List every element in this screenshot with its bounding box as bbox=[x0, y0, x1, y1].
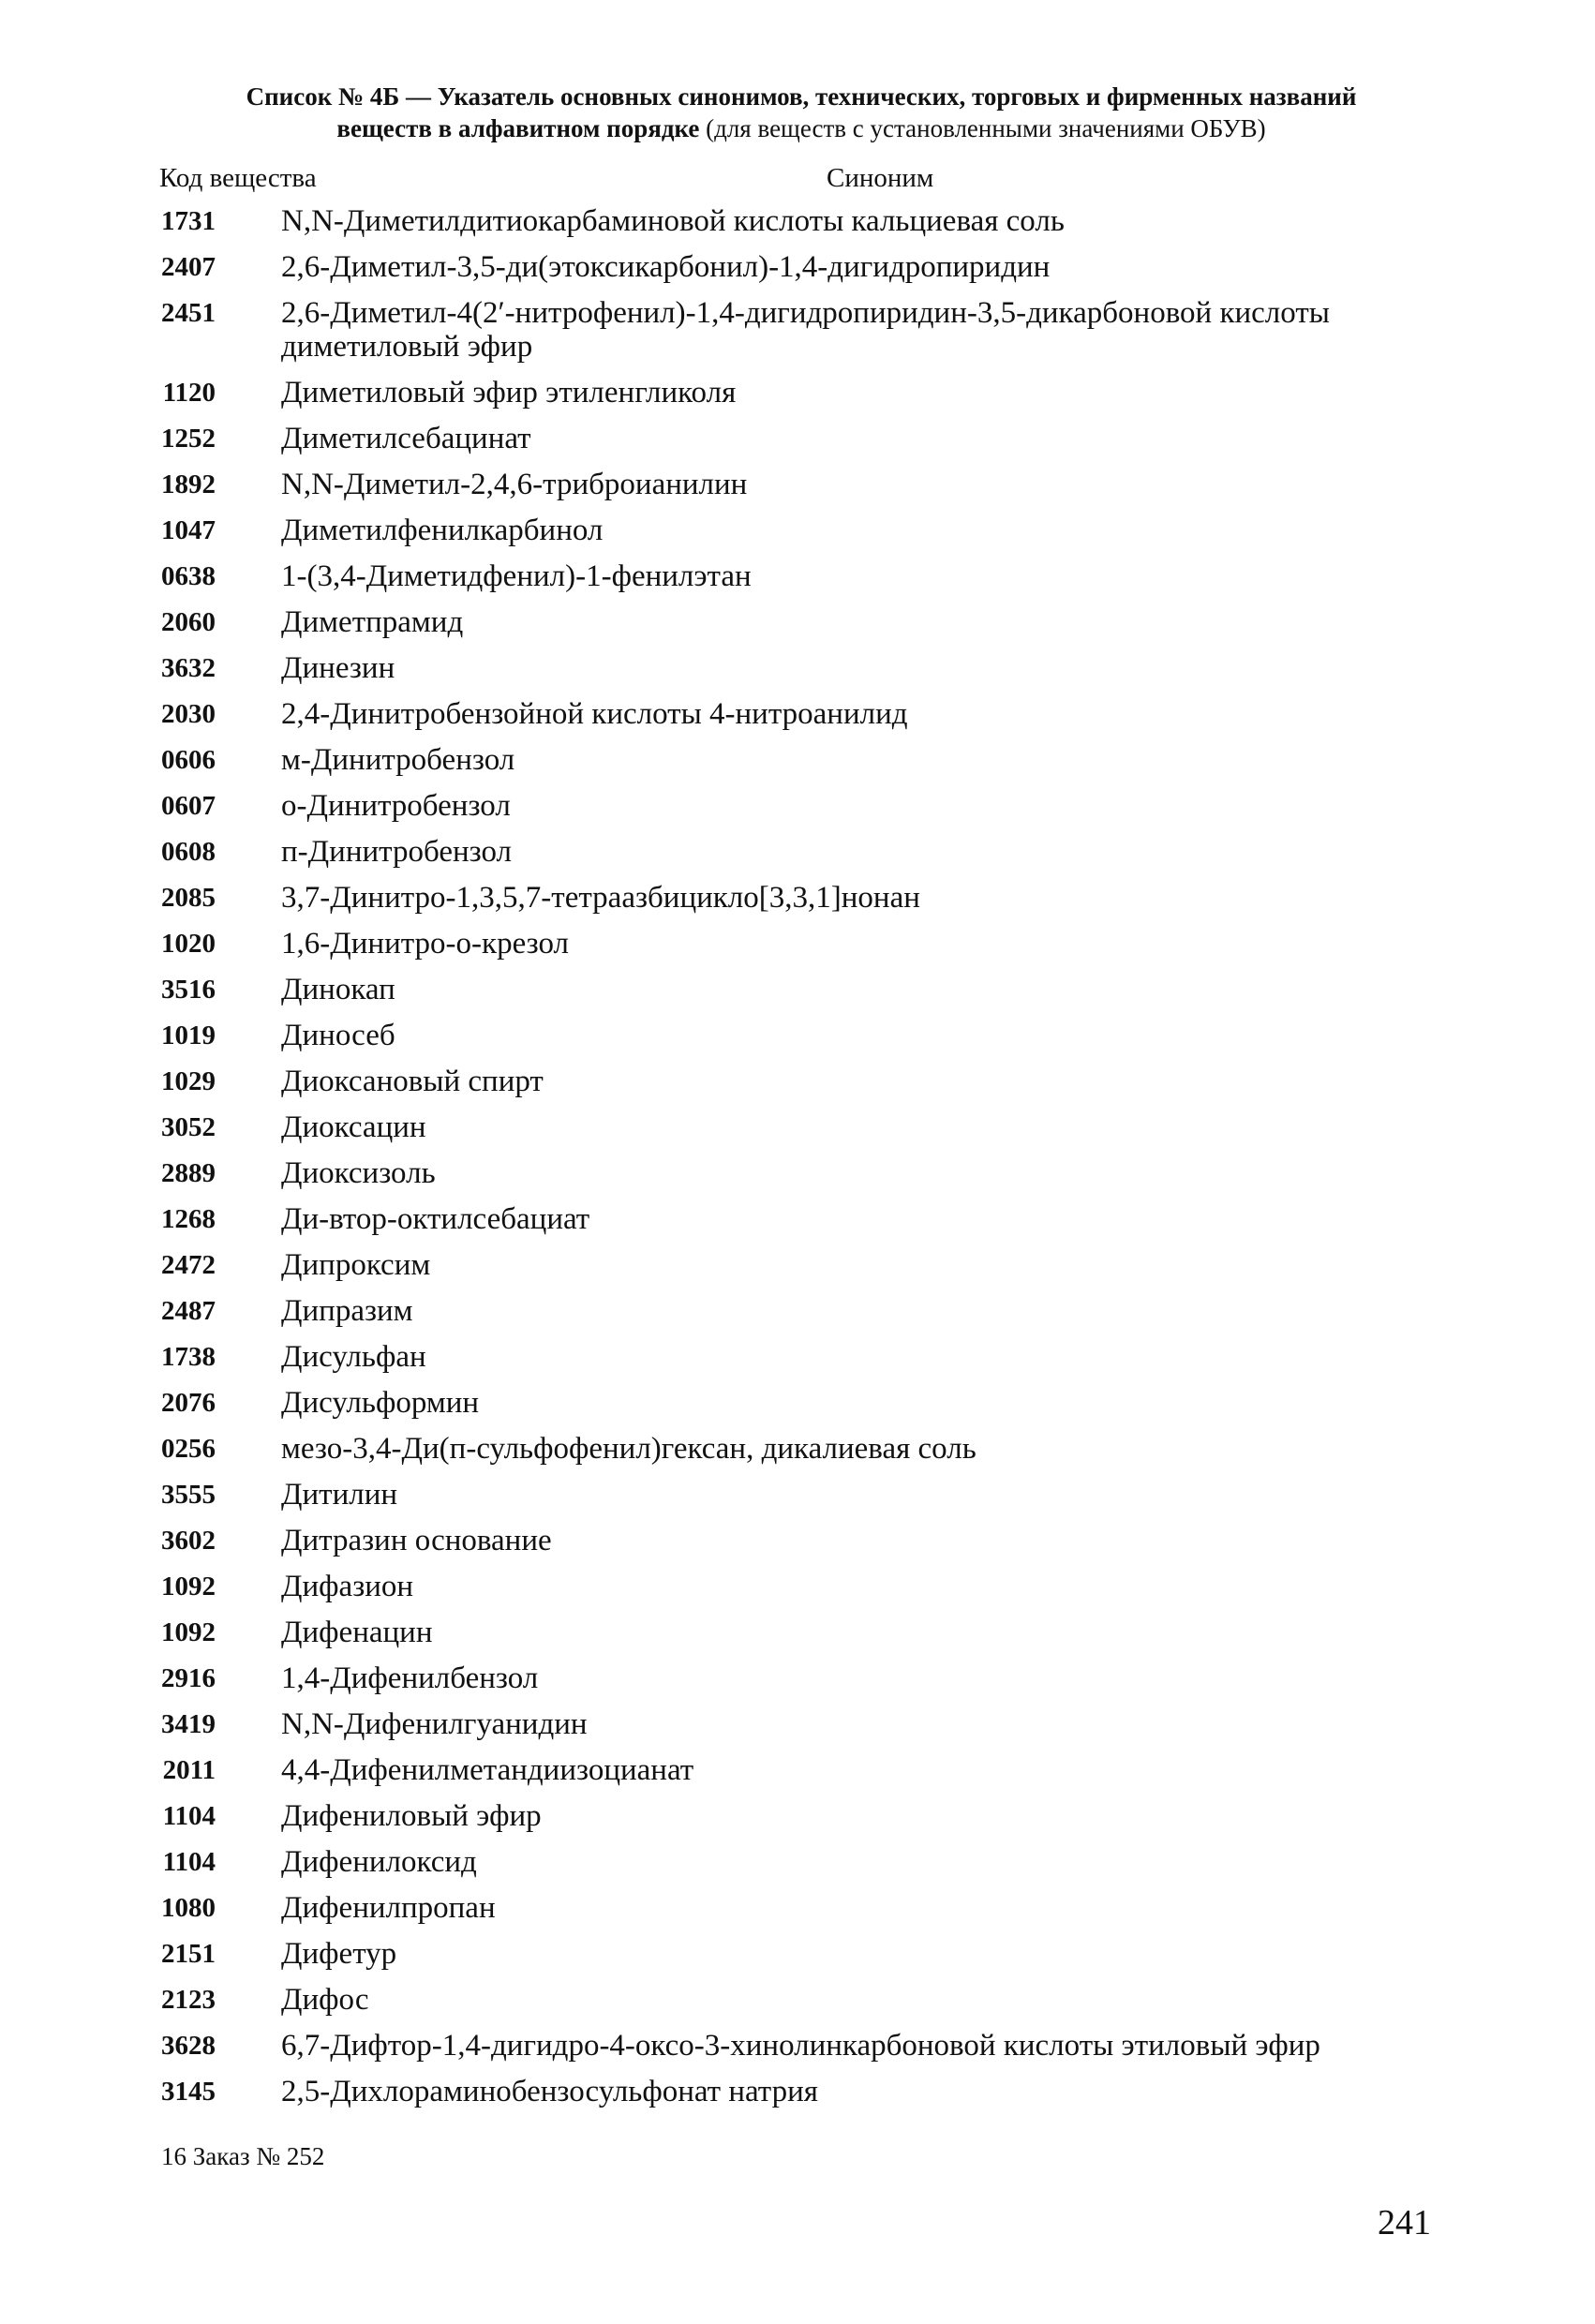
table-row bbox=[0, 1799, 1595, 1833]
synonym-text: Дифетур bbox=[281, 1937, 397, 1971]
substance-code: 2451 bbox=[161, 298, 216, 328]
synonym-text: Дисульформин bbox=[281, 1386, 480, 1420]
substance-code: 1092 bbox=[161, 1572, 216, 1601]
table-row bbox=[0, 881, 1595, 915]
substance-code: 1047 bbox=[161, 515, 216, 545]
substance-code: 3632 bbox=[161, 653, 216, 683]
table-row bbox=[0, 1845, 1595, 1879]
table-row bbox=[0, 789, 1595, 823]
header-title-line2-rest: (для веществ с установленными значениями ОБУВ) bbox=[706, 114, 1266, 142]
table-row bbox=[0, 250, 1595, 284]
column-header-synonym: Синоним bbox=[827, 163, 934, 193]
substance-code: 2076 bbox=[161, 1388, 216, 1418]
table-row bbox=[0, 1661, 1595, 1695]
substance-code: 3516 bbox=[161, 975, 216, 1005]
table-row bbox=[0, 835, 1595, 869]
table-row bbox=[0, 1983, 1595, 2017]
synonym-text: N,N-Дифенилгуанидин bbox=[281, 1707, 588, 1741]
synonym-text: Дифос bbox=[281, 1983, 369, 2017]
synonym-text: Диметпрамид bbox=[281, 605, 464, 639]
synonym-text: Дифенилпропан bbox=[281, 1891, 496, 1925]
substance-code: 1252 bbox=[161, 424, 216, 454]
substance-code: 2487 bbox=[161, 1296, 216, 1326]
substance-code: 1892 bbox=[161, 469, 216, 499]
substance-code: 1731 bbox=[161, 206, 216, 236]
synonym-text: мезо-3,4-Ди(п-сульфофенил)гексан, дикалиевая соль bbox=[281, 1432, 976, 1466]
substance-code: 1268 bbox=[161, 1204, 216, 1234]
substance-code: 0607 bbox=[161, 791, 216, 821]
substance-code: 3555 bbox=[161, 1480, 216, 1510]
table-row bbox=[0, 973, 1595, 1006]
substance-code: 2123 bbox=[161, 1985, 216, 2015]
table-row bbox=[0, 376, 1595, 410]
synonym-text: 2,6-Диметил-4(2′-нитрофенил)-1,4-дигидропиридин-3,5-дикарбоновой кислоты диметиловый эфир bbox=[281, 296, 1330, 364]
synonym-text: Диоксацин bbox=[281, 1110, 426, 1144]
substance-code: 1029 bbox=[161, 1066, 216, 1096]
synonym-text: 3,7-Динитро-1,3,5,7-тетраазбицикло[3,3,1]нонан bbox=[281, 881, 920, 915]
table-row bbox=[0, 651, 1595, 685]
substance-code: 2060 bbox=[161, 607, 216, 637]
table-row bbox=[0, 1340, 1595, 1374]
substance-code: 0608 bbox=[161, 837, 216, 867]
synonym-text: 1-(3,4-Диметидфенил)-1-фенилэтан bbox=[281, 559, 752, 593]
substance-code: 2916 bbox=[161, 1663, 216, 1693]
substance-code: 1020 bbox=[161, 929, 216, 959]
synonym-text: Дифазион bbox=[281, 1570, 414, 1603]
table-row bbox=[0, 1524, 1595, 1557]
substance-code: 2011 bbox=[162, 1755, 216, 1785]
table-row bbox=[0, 1570, 1595, 1603]
synonym-text: Дифениловый эфир bbox=[281, 1799, 542, 1833]
table-row bbox=[0, 1707, 1595, 1741]
header-title-line2-bold: веществ в алфавитном порядке bbox=[336, 114, 700, 142]
synonym-text: Дипроксим bbox=[281, 1248, 431, 1282]
header-title-line1: Список № 4Б — Указатель основных синонимов, технических, торговых и фирменных названий bbox=[246, 82, 1357, 111]
synonym-text: о-Динитробензол bbox=[281, 789, 511, 823]
table-row bbox=[0, 1248, 1595, 1282]
table-row bbox=[0, 1019, 1595, 1052]
substance-code: 1092 bbox=[161, 1617, 216, 1647]
synonym-text: п-Динитробензол bbox=[281, 835, 513, 869]
synonym-text: 2,6-Диметил-3,5-ди(этоксикарбонил)-1,4-дигидропиридин bbox=[281, 250, 1051, 284]
substance-code: 2085 bbox=[161, 883, 216, 913]
table-row bbox=[0, 1478, 1595, 1512]
substance-code: 2472 bbox=[161, 1250, 216, 1280]
substance-code: 2151 bbox=[161, 1939, 216, 1969]
synonym-text: Диметилфенилкарбинол bbox=[281, 514, 604, 547]
table-row bbox=[0, 1937, 1595, 1971]
column-header-code: Код вещества bbox=[159, 163, 317, 193]
synonym-text: 6,7-Дифтор-1,4-дигидро-4-оксо-3-хинолинкарбоновой кислоты этиловый эфир bbox=[281, 2029, 1320, 2063]
table-row bbox=[0, 1156, 1595, 1190]
table-row bbox=[0, 743, 1595, 777]
substance-code: 3419 bbox=[161, 1709, 216, 1739]
synonym-text: Дифенацин bbox=[281, 1616, 433, 1649]
table-row bbox=[0, 1294, 1595, 1328]
substance-code: 3628 bbox=[161, 2031, 216, 2061]
synonym-text: 1,4-Дифенилбензол bbox=[281, 1661, 539, 1695]
synonym-text: 2,5-Дихлораминобензосульфонат натрия bbox=[281, 2075, 818, 2108]
table-row bbox=[0, 1753, 1595, 1787]
substance-code: 1120 bbox=[162, 378, 216, 408]
synonym-text: Диоксизоль bbox=[281, 1156, 436, 1190]
table-row bbox=[0, 1065, 1595, 1098]
synonym-text: Динезин bbox=[281, 651, 395, 685]
table-row bbox=[0, 422, 1595, 455]
table-row bbox=[0, 1110, 1595, 1144]
substance-code: 1104 bbox=[162, 1801, 216, 1831]
synonym-text: Диоксановый спирт bbox=[281, 1065, 544, 1098]
table-row bbox=[0, 514, 1595, 547]
synonym-text: Дитилин bbox=[281, 1478, 398, 1512]
table-row bbox=[0, 559, 1595, 593]
substance-code: 3145 bbox=[161, 2077, 216, 2107]
table-row bbox=[0, 468, 1595, 501]
substance-code: 1104 bbox=[162, 1847, 216, 1877]
substance-code: 0638 bbox=[161, 561, 216, 591]
table-row bbox=[0, 697, 1595, 731]
synonym-text: Диметилсебацинат bbox=[281, 422, 531, 455]
table-row bbox=[0, 2075, 1595, 2108]
table-row bbox=[0, 1202, 1595, 1236]
page-header bbox=[159, 81, 1443, 144]
table-row bbox=[0, 927, 1595, 961]
synonym-text: 4,4-Дифенилметандиизоцианат bbox=[281, 1753, 694, 1787]
table-row bbox=[0, 2029, 1595, 2063]
synonym-text: Дифенилоксид bbox=[281, 1845, 477, 1879]
synonym-text: Ди-втор-октилсебациат bbox=[281, 1202, 590, 1236]
table-row bbox=[0, 605, 1595, 639]
synonym-text: Диметиловый эфир этиленгликоля bbox=[281, 376, 737, 410]
synonym-text: N,N-Диметилдитиокарбаминовой кислоты кальциевая соль bbox=[281, 204, 1065, 238]
substance-code: 3052 bbox=[161, 1112, 216, 1142]
table-row bbox=[0, 1386, 1595, 1420]
synonym-text: Дипразим bbox=[281, 1294, 413, 1328]
substance-code: 1738 bbox=[161, 1342, 216, 1372]
synonym-text: м-Динитробензол bbox=[281, 743, 515, 777]
substance-code: 0606 bbox=[161, 745, 216, 775]
substance-code: 2030 bbox=[161, 699, 216, 729]
synonym-text: Дисульфан bbox=[281, 1340, 426, 1374]
substance-code: 0256 bbox=[161, 1434, 216, 1464]
table-row bbox=[0, 204, 1595, 238]
table-row bbox=[0, 1891, 1595, 1925]
substance-code: 3602 bbox=[161, 1526, 216, 1556]
page-number: 241 bbox=[1378, 2203, 1431, 2242]
synonym-table bbox=[0, 204, 1595, 2121]
substance-code: 1080 bbox=[161, 1893, 216, 1923]
synonym-text: 2,4-Динитробензойной кислоты 4-нитроанилид bbox=[281, 697, 908, 731]
table-row bbox=[0, 1432, 1595, 1466]
substance-code: 2889 bbox=[161, 1158, 216, 1188]
header-title-line2 bbox=[159, 112, 1443, 144]
substance-code: 1019 bbox=[161, 1020, 216, 1050]
synonym-text: Динокап bbox=[281, 973, 395, 1006]
table-row bbox=[0, 1616, 1595, 1649]
synonym-text: Диносеб bbox=[281, 1019, 395, 1052]
synonym-text: 1,6-Динитро-о-крезол bbox=[281, 927, 569, 961]
synonym-text: Дитразин основание bbox=[281, 1524, 552, 1557]
footer-order-number: 16 Заказ № 252 bbox=[161, 2142, 325, 2170]
table-row bbox=[0, 296, 1595, 364]
synonym-text: N,N-Диметил-2,4,6-триброианилин bbox=[281, 468, 748, 501]
substance-code: 2407 bbox=[161, 252, 216, 282]
